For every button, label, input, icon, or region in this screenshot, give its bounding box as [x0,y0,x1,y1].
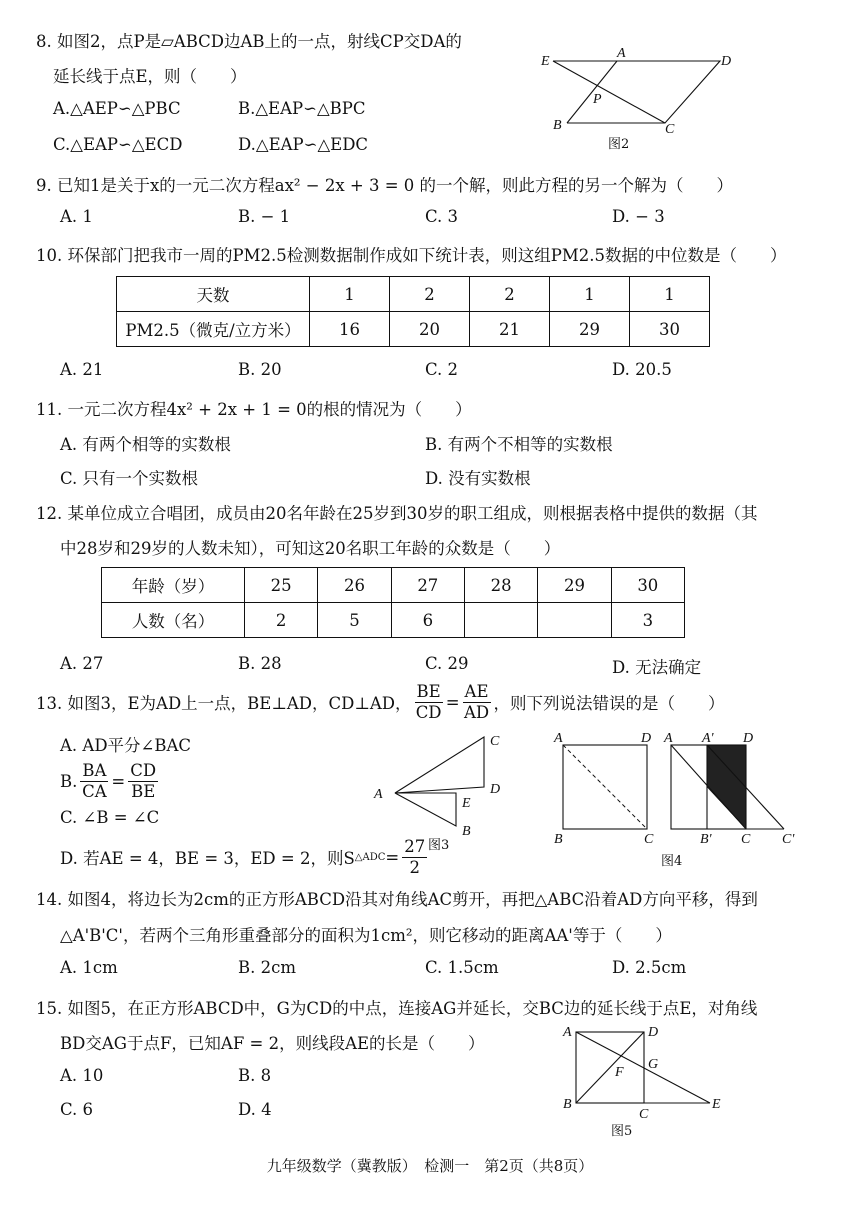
equals-sign: = [385,847,400,867]
q9-option-d: D. − 3 [612,207,665,226]
q9-stem: 9. 已知1是关于x的一元二次方程ax² − 2x + 3 = 0 的一个解，则此方程的另一个解为（ ） [36,176,734,195]
overlap-region [707,745,746,829]
q15-option-c: C. 6 [60,1100,94,1119]
fig3-label-d: D [490,782,501,797]
fraction-numerator: AE [464,681,489,701]
table-cell: 30 [630,312,710,347]
table-cell: 1 [630,277,710,312]
q9-option-b: B. − 1 [238,207,291,226]
q10-option-a: A. 21 [60,360,104,379]
table-cell: 2 [470,277,550,312]
q15-line2: BD交AG于点F，已知AF = 2，则线段AE的长是（ ） [60,1034,485,1053]
subscript: △ADC [354,851,386,863]
q10-option-d: D. 20.5 [612,360,672,379]
table-cell: 30 [611,568,684,603]
table-cell: 25 [245,568,318,603]
q8-line2: 延长线于点E，则（ ） [53,67,247,86]
figure-5 [553,1022,743,1142]
fig2-label-d: D [721,54,732,69]
fraction-numerator: BA [82,760,107,780]
q8-option-a: A.△AEP∽△PBC [53,99,181,118]
q8-option-b: B.△EAP∽△BPC [238,99,366,118]
fig5-label-c: C [639,1107,649,1122]
q12-table [101,567,685,638]
q13-suffix: ，则下列说法错误的是（ ） [493,694,725,713]
fig4-label-a-prime: A' [702,731,714,746]
q12-option-d: D. 无法确定 [612,658,702,677]
q12-option-b: B. 28 [238,654,282,673]
table-cell: 6 [391,603,464,638]
q12-row-count [102,603,685,638]
q12-line2: 中28岁和29岁的人数未知），可知这20名职工年龄的众数是（ ） [60,539,561,558]
table-cell: 27 [391,568,464,603]
q14-line2: △A'B'C'，若两个三角形重叠部分的面积为1cm²，则它移动的距离AA'等于（ ） [60,926,672,945]
q14-option-a: A. 1cm [60,958,118,977]
q8-option-c: C.△EAP∽△ECD [53,135,183,154]
table-cell: 2 [245,603,318,638]
figure-4 [548,725,808,873]
fig3-label-b: B [462,824,471,839]
q15-line1: 15. 如图5，在正方形ABCD中，G为CD的中点，连接AG并延长，交BC边的延长线于点E，对角线 [36,999,758,1018]
q13-option-a: A. AD平分∠BAC [60,736,192,755]
figure-3 [368,725,518,860]
q11-option-d: D. 没有实数根 [425,469,531,488]
q12-option-a: A. 27 [60,654,104,673]
fig5-label-e: E [712,1097,721,1112]
q8-option-d: D.△EAP∽△EDC [238,135,369,154]
fraction-denominator: 2 [409,857,420,877]
diagonal-bd [576,1032,644,1103]
q11-option-b: B. 有两个不相等的实数根 [425,435,613,454]
q14-option-c: C. 1.5cm [425,958,499,977]
fraction-numerator: 27 [404,836,426,856]
table-cell: PM2.5（微克/立方米） [117,312,310,347]
q15-option-a: A. 10 [60,1066,104,1085]
fig2-caption: 图2 [608,137,630,152]
q9-option-c: C. 3 [425,207,459,226]
q10-row-pm25 [117,312,710,347]
fraction-numerator: CD [130,760,157,780]
q12-row-age [102,568,685,603]
option-text: D. 若AE = 4，BE = 3，ED = 2，则S [60,849,355,868]
fig5-label-f: F [615,1065,624,1080]
table-cell: 28 [464,568,537,603]
fig5-caption: 图5 [611,1124,633,1139]
table-cell: 3 [611,603,684,638]
q12-option-c: C. 29 [425,654,469,673]
q10-table [116,276,710,347]
q8-number: 8. [36,32,52,51]
table-cell: 20 [390,312,470,347]
fraction-denominator: AD [463,702,490,722]
q9-option-a: A. 1 [60,207,93,226]
q13-fraction-ae-ad [463,682,491,723]
fig4-label-b-prime: B' [700,832,712,847]
q13-fraction-cd-be [128,761,158,802]
q13-option-c: C. ∠B = ∠C [60,808,160,827]
q14-option-b: B. 2cm [238,958,296,977]
q12-line1: 12. 某单位成立合唱团，成员由20名年龄在25岁到30岁的职工组成，则根据表格中提供的数据（其 [36,504,758,523]
fig4-label-b: B [554,832,563,847]
fig4-label-d: D [641,731,652,746]
q8-stem: 如图2，点P是▱ABCD边AB上的一点，射线CP交DA的 [57,32,462,51]
q13-fraction-be-cd [415,682,443,723]
fig5-label-a: A [563,1025,572,1040]
triangle-aeb [395,793,456,826]
q11-option-c: C. 只有一个实数根 [60,469,199,488]
fig5-label-d: D [648,1025,659,1040]
table-cell: 1 [550,277,630,312]
q10-option-c: C. 2 [425,360,459,379]
q8-line1 [36,28,462,52]
fig4-label-c-prime: C' [782,832,795,847]
fraction-denominator: CD [415,702,442,722]
fig3-label-a: A [374,787,383,802]
fig3-label-e: E [462,796,471,811]
table-cell [464,603,537,638]
table-cell: 1 [310,277,390,312]
fig2-label-c: C [665,122,675,137]
equals-sign: = [111,771,126,791]
table-cell: 天数 [117,277,310,312]
fig4-label-c2: C [741,832,751,847]
fig5-label-b: B [563,1097,572,1112]
fig2-label-p: P [593,92,602,107]
diagonal-ac-dashed [563,745,647,829]
fig4-label-c: C [644,832,654,847]
q15-option-d: D. 4 [238,1100,272,1119]
triangle-acd [395,737,484,793]
fig4-label-a2: A [664,731,673,746]
table-cell: 29 [538,568,611,603]
table-cell: 16 [310,312,390,347]
q13-option-b [60,758,161,804]
fraction-denominator: BE [131,781,156,801]
fig2-label-e: E [541,54,550,69]
parallelogram-lines [553,61,720,123]
q13-fraction-ba-ca [80,761,108,802]
table-cell: 26 [318,568,391,603]
q14-option-d: D. 2.5cm [612,958,687,977]
q11-option-a: A. 有两个相等的实数根 [60,435,231,454]
q10-option-b: B. 20 [238,360,282,379]
equals-sign: = [445,692,460,712]
table-cell: 29 [550,312,630,347]
line-ae [576,1032,710,1103]
fig2-label-a: A [617,46,626,61]
fraction-numerator: BE [416,681,441,701]
q11-stem: 11. 一元二次方程4x² + 2x + 1 = 0的根的情况为（ ） [36,400,472,419]
q13-stem [36,680,725,724]
table-cell: 21 [470,312,550,347]
table-cell: 年龄（岁） [102,568,245,603]
q14-line1: 14. 如图4，将边长为2cm的正方形ABCD沿其对角线AC剪开，再把△ABC沿着AD方向平移，得到 [36,890,758,909]
table-cell: 2 [390,277,470,312]
q10-stem: 10. 环保部门把我市一周的PM2.5检测数据制作成如下统计表，则这组PM2.5数据的中位数是（ ） [36,246,787,265]
q13-prefix: 13. 如图3，E为AD上一点，BE⊥AD，CD⊥AD， [36,694,412,713]
q10-row-days [117,277,710,312]
option-label: B. [60,771,78,791]
figure-2 [535,45,745,155]
fig4-label-d2: D [743,731,754,746]
fraction-denominator: CA [82,781,107,801]
page-footer: 九年级数学（冀教版） 检测一 第2页（共8页） [266,1157,594,1175]
fig5-label-g: G [648,1057,659,1072]
table-cell [538,603,611,638]
fig4-label-a: A [554,731,563,746]
fig3-label-c: C [490,734,500,749]
table-cell: 5 [318,603,391,638]
fig2-label-b: B [553,118,562,133]
table-cell: 人数（名） [102,603,245,638]
fig4-caption: 图4 [661,854,683,869]
fig3-caption: 图3 [428,838,450,853]
q15-option-b: B. 8 [238,1066,272,1085]
